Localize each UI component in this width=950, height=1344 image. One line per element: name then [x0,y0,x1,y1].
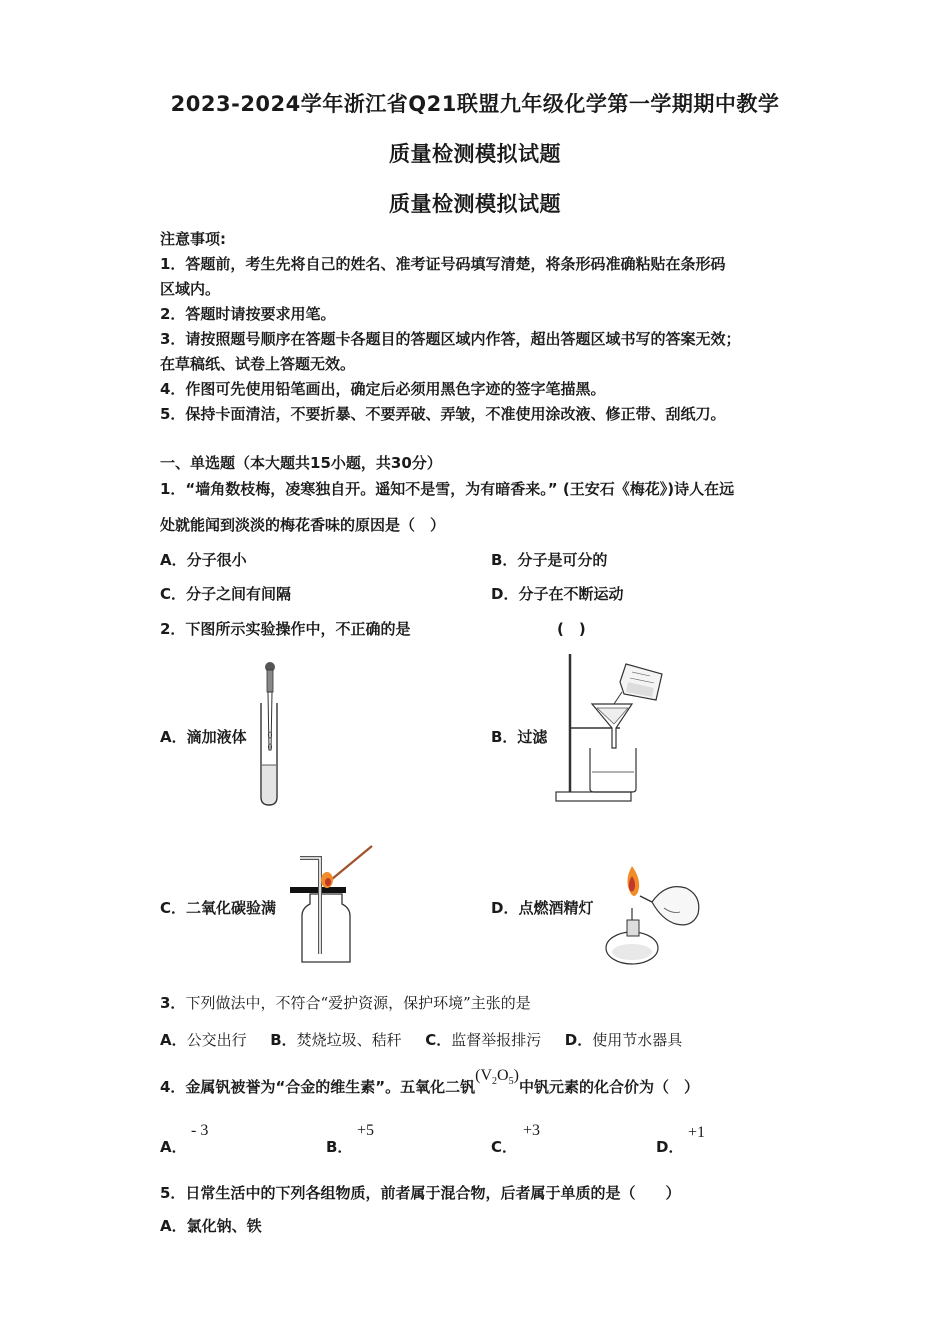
co2-bottle-figure [288,842,378,967]
dropper-test-tube-figure [248,655,298,810]
q4-option-a-value: - 3 [191,1122,209,1139]
q3-option-b-label: B． [270,1031,297,1049]
exam-title-line3: 质量检测模拟试题 [389,192,561,216]
q4-option-d-value: +1 [688,1124,706,1141]
q2-stem: 2．下图所示实验操作中，不正确的是 [160,620,411,638]
q2-option-b: B．过滤 [491,728,548,746]
q4-option-c-label: C． [491,1138,518,1156]
q3-option-a: 公交出行 [186,1031,247,1049]
q4-option-d-label: D． [656,1138,684,1156]
filtration-figure [550,652,675,807]
q1-option-c: C．分子之间有间隔 [160,585,292,603]
q4-formula [475,1067,519,1088]
q4-formula-mid: O [497,1067,509,1084]
q4-option-b-value: +5 [357,1122,375,1139]
exam-title-line1: 2023-2024学年浙江省Q21联盟九年级化学第一学期期中教学 [170,92,780,116]
q1-stem-line2: 处就能闻到淡淡的梅花香味的原因是（ ） [160,516,446,534]
notice-item: 5．保持卡面清洁，不要折暴、不要弄破、弄皱，不准使用涂改液、修正带、刮纸刀。 [160,405,726,423]
notice-item: 4．作图可先使用铅笔画出，确定后必须用黑色字迹的签字笔描黑。 [160,380,606,398]
q2-option-c: C．二氧化碳验满 [160,899,277,917]
q4-option-c-value: +3 [523,1122,541,1139]
q1-option-a: A．分子很小 [160,551,247,569]
notice-heading: 注意事项: [160,230,226,248]
q4-formula-sub2: 5 [508,1076,514,1088]
q3-stem [160,992,531,1013]
q3-option-d-label: D． [564,1031,593,1049]
q1-stem-line1: 1．“墙角数枝梅，凌寒独自开。遥知不是雪，为有暗香来。” (王安石《梅花》)诗人在远 [160,480,735,498]
q5-stem: 5．日常生活中的下列各组物质，前者属于混合物，后者属于单质的是（ ） [160,1184,681,1202]
q3-number: 3． [160,994,186,1012]
q3-options [160,1029,682,1050]
q3-option-c-label: C． [425,1031,452,1049]
q3-option-a-label: A． [160,1031,187,1049]
q2-answer-paren: ( ) [557,620,586,638]
q1-option-b: B．分子是可分的 [491,551,608,569]
notice-item: 2．答题时请按要求用笔。 [160,305,336,323]
notice-item: 3．请按照题号顺序在答题卡各题目的答题区域内作答，超出答题区域书写的答案无效； [160,330,741,348]
q4-stem-before: 4．金属钒被誉为“合金的维生素”。五氧化二钒 [160,1078,476,1096]
alcohol-lamp-figure [600,862,710,972]
q3-option-d: 使用节水器具 [592,1031,683,1049]
q4-stem [160,1067,699,1099]
q3-option-c: 监督举报排污 [451,1031,542,1049]
q5-option-a: A．氯化钠、铁 [160,1217,262,1235]
exam-title-line2: 质量检测模拟试题 [389,142,561,166]
q4-formula-close: ) [513,1067,519,1084]
q4-formula-sub1: 2 [492,1076,498,1088]
q2-option-d: D．点燃酒精灯 [491,899,594,917]
q3-option-b: 焚烧垃圾、秸秆 [296,1031,402,1049]
notice-item: 区域内。 [160,280,221,298]
q1-option-d: D．分子在不断运动 [491,585,624,603]
notice-item: 1．答题前，考生先将自己的姓名、准考证号码填写清楚，将条形码准确粘贴在条形码 [160,255,726,273]
q4-option-b-label: B． [326,1138,353,1156]
section-heading: 一、单选题（本大题共15小题，共30分） [160,454,442,472]
q4-formula-open: (V [475,1067,493,1084]
q4-stem-after: 中钒元素的化合价为（ ） [518,1078,699,1096]
q2-option-a: A．滴加液体 [160,728,247,746]
q4-option-a-label: A． [160,1138,187,1156]
q3-text: 下列做法中，不符合“爱护资源，保护环境”主张的是 [185,994,531,1012]
notice-item: 在草稿纸、试卷上答题无效。 [160,355,356,373]
